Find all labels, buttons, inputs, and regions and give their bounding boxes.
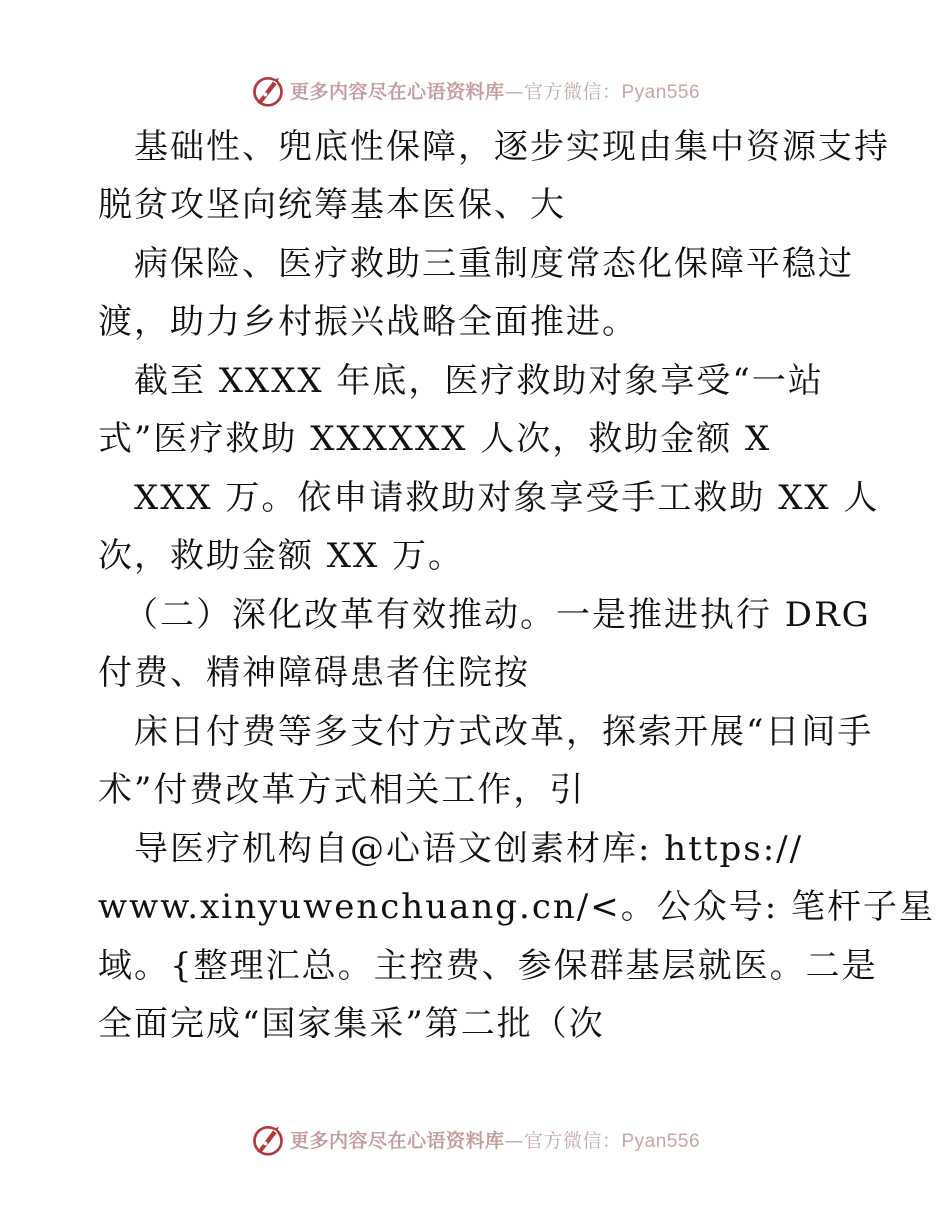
text-line-6: 式”医疗救助 XXXXXX 人次，救助金额 X bbox=[98, 419, 772, 459]
header-banner bbox=[0, 70, 950, 110]
text-line-8: 次，救助金额 XX 万。 bbox=[98, 536, 465, 576]
text-line-5: 截至 XXXX 年底，医疗救助对象享受“一站 bbox=[134, 361, 824, 401]
header-watermark-text bbox=[290, 77, 700, 104]
text-line-7: XXX 万。依申请救助对象享受手工救助 XX 人 bbox=[134, 478, 880, 518]
text-line-11: 床日付费等多支付方式改革，探索开展“日间手 bbox=[134, 712, 874, 752]
header-watermark-part2: —官方微信： bbox=[504, 80, 622, 103]
text-line-3: 病保险、医疗救助三重制度常态化保障平稳过 bbox=[134, 244, 854, 284]
footer-watermark-part3: Pyan556 bbox=[621, 1130, 701, 1152]
text-line-1: 基础性、兜底性保障，逐步实现由集中资源支持 bbox=[134, 127, 890, 167]
text-line-15: 域。{整理汇总。主控费、参保群基层就医。二是 bbox=[98, 946, 878, 986]
footer-banner bbox=[0, 1119, 950, 1159]
text-line-10: 付费、精神障碍患者住院按 bbox=[98, 653, 530, 693]
text-line-13: 导医疗机构自@心语文创素材库: https:// bbox=[134, 829, 804, 869]
fountain-pen-logo-icon bbox=[250, 1121, 286, 1157]
text-line-2: 脱贫攻坚向统筹基本医保、大 bbox=[98, 185, 566, 225]
text-line-16: 全面完成“国家集采”第二批（次 bbox=[98, 1004, 605, 1044]
text-line-14: www.xinyuwenchuang.cn/<。公众号: 笔杆子星 bbox=[98, 887, 935, 927]
fountain-pen-logo-icon bbox=[250, 72, 286, 108]
header-watermark-part1: 更多内容尽在心语资料库 bbox=[289, 80, 505, 103]
footer-watermark-part2: —官方微信： bbox=[504, 1129, 622, 1152]
text-line-9: （二）深化改革有效推动。一是推进执行 DRG bbox=[124, 595, 871, 635]
footer-watermark-text bbox=[290, 1126, 700, 1153]
header-watermark-part3: Pyan556 bbox=[621, 81, 701, 103]
text-line-12: 术”付费改革方式相关工作，引 bbox=[98, 770, 586, 810]
text-line-4: 渡，助力乡村振兴战略全面推进。 bbox=[98, 302, 638, 342]
footer-watermark-part1: 更多内容尽在心语资料库 bbox=[289, 1129, 505, 1152]
